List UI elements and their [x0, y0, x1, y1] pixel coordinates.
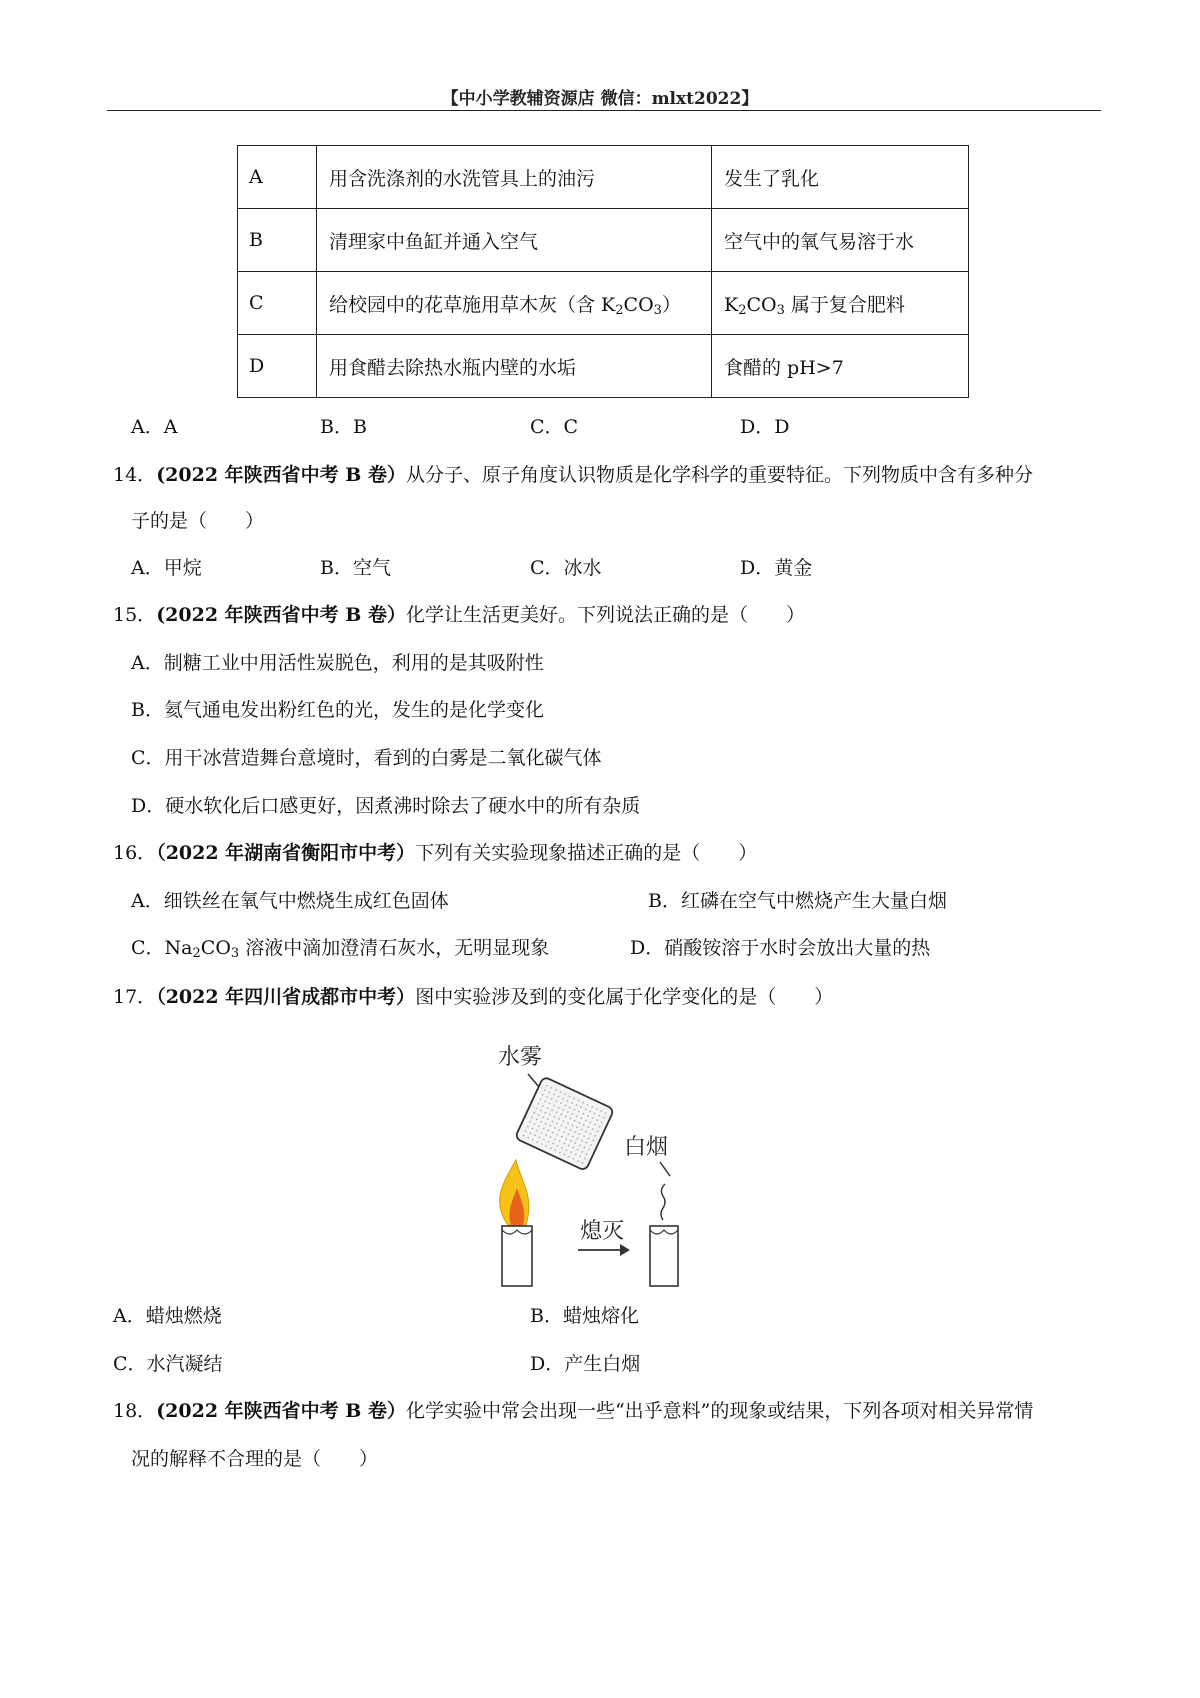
flame-icon	[500, 1160, 529, 1225]
q13-option-d: D．D	[740, 416, 790, 438]
q15-option-c: C．用干冰营造舞台意境时，看到的白雾是二氧化碳气体	[131, 747, 602, 769]
question-number: 16．	[113, 842, 157, 864]
candle-experiment-figure	[480, 1040, 740, 1290]
q15-option-a: A．制糖工业中用活性炭脱色，利用的是其吸附性	[131, 652, 544, 674]
q15-option-b: B．氦气通电发出粉红色的光，发生的是化学变化	[131, 699, 544, 721]
q17-option-a: A．蜡烛燃烧	[113, 1305, 222, 1327]
q14-stem-cont: 子的是（ ）	[131, 510, 265, 532]
row-letter: D	[238, 335, 317, 398]
mist-label: 水雾	[498, 1045, 543, 1070]
q17-option-d: D．产生白烟	[530, 1353, 641, 1375]
question-source: （2022 年四川省成都市中考）	[156, 986, 416, 1008]
question-text: 化学实验中常会出现一些“出乎意料”的现象或结果，下列各项对相关异常情	[405, 1400, 1034, 1422]
q13-option-c: C．C	[530, 416, 579, 438]
smoke-wisp-icon	[661, 1184, 665, 1220]
arrow-icon	[620, 1244, 630, 1256]
question-source: （2022 年湖南省衡阳市中考）	[156, 842, 416, 864]
q16-option-a: A．细铁丝在氧气中燃烧生成红色固体	[131, 890, 449, 912]
row-explanation: $K_2CO_3$ 属于复合肥料	[712, 272, 969, 335]
q15-stem	[113, 602, 805, 628]
burning-candle	[502, 1226, 532, 1286]
smoke-label: 白烟	[624, 1135, 669, 1160]
question-text: 化学让生活更美好。下列说法正确的是（ ）	[405, 604, 805, 626]
q18-stem-cont: 况的解释不合理的是（ ）	[131, 1448, 379, 1470]
q14-option-a: A．甲烷	[131, 557, 202, 579]
table-row	[238, 146, 969, 209]
row-letter: C	[238, 272, 317, 335]
question-number: 15．	[113, 604, 157, 626]
question-source: (2022 年陕西省中考 B 卷）	[156, 464, 406, 486]
q16-option-c: C．$Na_2CO_3$ 溶液中滴加澄清石灰水，无明显现象	[131, 937, 550, 961]
q16-option-d: D．硝酸铵溶于水时会放出大量的热	[630, 937, 931, 959]
question-source: (2022 年陕西省中考 B 卷）	[156, 1400, 406, 1422]
smoke-pointer	[660, 1162, 670, 1176]
extinguished-candle	[650, 1226, 678, 1286]
question-text: 从分子、原子角度认识物质是化学科学的重要特征。下列物质中含有多种分	[405, 464, 1033, 486]
q13-option-b: B．B	[320, 416, 367, 438]
question-text: 图中实验涉及到的变化属于化学变化的是（ ）	[415, 986, 834, 1008]
row-letter: B	[238, 209, 317, 272]
question-number: 17．	[113, 986, 157, 1008]
q13-option-a: A．A	[131, 416, 178, 438]
q15-option-d: D．硬水软化后口感更好，因煮沸时除去了硬水中的所有杂质	[131, 795, 641, 817]
header-divider	[107, 110, 1101, 111]
table-row	[238, 209, 969, 272]
q14-option-d: D．黄金	[740, 557, 813, 579]
q16-option-b: B．红磷在空气中燃烧产生大量白烟	[648, 890, 947, 912]
extinguish-label: 熄灭	[580, 1219, 625, 1244]
question-number: 18．	[113, 1400, 157, 1422]
row-letter: A	[238, 146, 317, 209]
table-row	[238, 272, 969, 335]
row-action: 用含洗涤剂的水洗管具上的油污	[317, 146, 712, 209]
row-action: 给校园中的花草施用草木灰（含 $K_2CO_3$）	[317, 272, 712, 335]
q17-stem	[113, 984, 833, 1010]
q14-option-c: C．冰水	[530, 557, 602, 579]
q13-table	[237, 145, 969, 398]
question-text: 下列有关实验现象描述正确的是（ ）	[415, 842, 758, 864]
q16-stem	[113, 840, 757, 866]
row-action: 清理家中鱼缸并通入空气	[317, 209, 712, 272]
row-explanation: 空气中的氧气易溶于水	[712, 209, 969, 272]
beaker-icon	[515, 1076, 614, 1171]
row-action: 用食醋去除热水瓶内壁的水垢	[317, 335, 712, 398]
table-row	[238, 335, 969, 398]
q14-stem	[113, 462, 1033, 488]
question-number: 14．	[113, 464, 157, 486]
q18-stem	[113, 1398, 1033, 1424]
page-header: 【中小学教辅资源店 微信：mlxt2022】	[441, 89, 759, 109]
question-source: (2022 年陕西省中考 B 卷）	[156, 604, 406, 626]
q14-option-b: B．空气	[320, 557, 391, 579]
q17-option-b: B．蜡烛熔化	[530, 1305, 639, 1327]
row-explanation: 发生了乳化	[712, 146, 969, 209]
row-explanation: 食醋的 pH>7	[712, 335, 969, 398]
q17-option-c: C．水汽凝结	[113, 1353, 223, 1375]
